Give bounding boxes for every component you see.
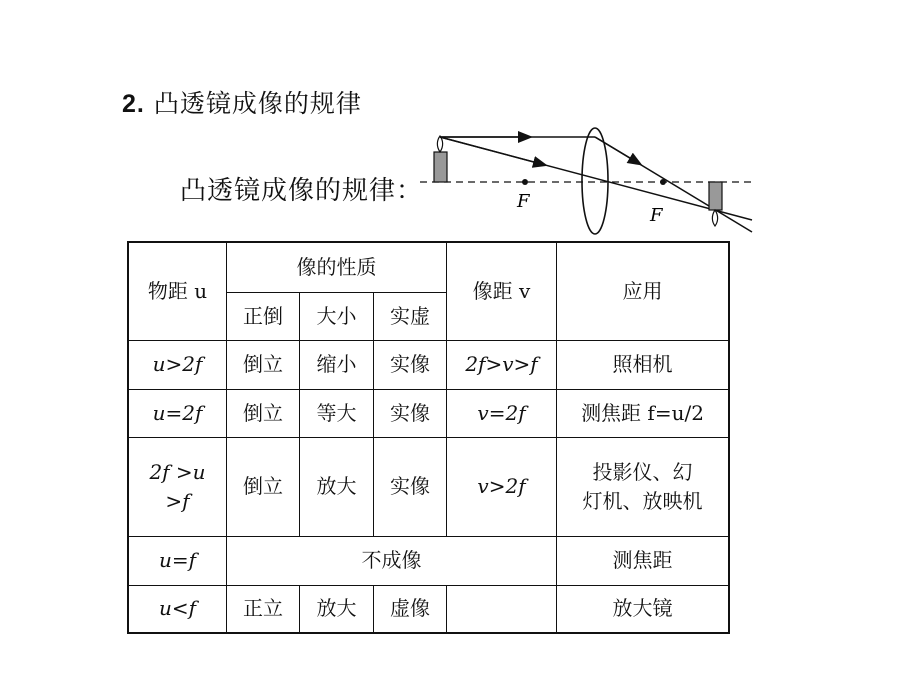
cell-u [128, 437, 227, 536]
focal-point-left [522, 179, 528, 185]
image-flame [712, 210, 717, 226]
cell-u-line2: >f [165, 488, 190, 513]
cell-type: 虚像 [374, 585, 447, 633]
cell-no-image: 不成像 [227, 536, 557, 585]
candle-flame [437, 136, 442, 152]
section-title: 凸透镜成像的规律 [153, 89, 362, 118]
header-size: 大小 [300, 292, 374, 340]
table-row [128, 536, 729, 585]
cell-type: 实像 [374, 437, 447, 536]
header-object-distance: 物距 u [128, 242, 227, 340]
cell-u: u=f [128, 536, 227, 585]
cell-v: v=2f [447, 389, 557, 437]
cell-application: 测焦距 f=u/2 [557, 389, 730, 437]
cell-application-line1: 投影仪、幻 [592, 459, 693, 484]
focal-point-right [660, 179, 666, 185]
cell-application: 测焦距 [557, 536, 730, 585]
cell-u: u=2f [128, 389, 227, 437]
imaging-rules-table [127, 241, 730, 634]
table-row [128, 340, 729, 389]
cell-v [447, 585, 557, 633]
cell-application: 照相机 [557, 340, 730, 389]
table-row [128, 585, 729, 633]
diagram-title: 凸透镜成像的规律： [180, 176, 424, 206]
header-real-virtual: 实虚 [374, 292, 447, 340]
header-image-nature: 像的性质 [227, 242, 447, 292]
table-header-row [128, 242, 729, 292]
cell-application: 放大镜 [557, 585, 730, 633]
cell-orientation: 倒立 [227, 340, 300, 389]
focal-label-right: F [650, 205, 663, 226]
cell-type: 实像 [374, 389, 447, 437]
cell-orientation: 倒立 [227, 437, 300, 536]
candle-object [434, 152, 447, 182]
cell-u-line1: 2f >u [149, 459, 206, 484]
cell-application-line2: 灯机、放映机 [582, 488, 703, 513]
cell-size: 放大 [300, 437, 374, 536]
cell-v: 2f>v>f [447, 340, 557, 389]
cell-u: u<f [128, 585, 227, 633]
table-row [128, 389, 729, 437]
section-number: 2. [122, 90, 145, 118]
focal-label-left: F [517, 191, 530, 212]
table-row [128, 437, 729, 536]
cell-type: 实像 [374, 340, 447, 389]
header-application: 应用 [557, 242, 730, 340]
header-orientation: 正倒 [227, 292, 300, 340]
header-image-distance: 像距 v [447, 242, 557, 340]
cell-v: v>2f [447, 437, 557, 536]
cell-orientation: 倒立 [227, 389, 300, 437]
cell-orientation: 正立 [227, 585, 300, 633]
cell-application [557, 437, 730, 536]
cell-size: 等大 [300, 389, 374, 437]
candle-image [709, 182, 722, 210]
cell-size: 放大 [300, 585, 374, 633]
cell-size: 缩小 [300, 340, 374, 389]
cell-u: u>2f [128, 340, 227, 389]
